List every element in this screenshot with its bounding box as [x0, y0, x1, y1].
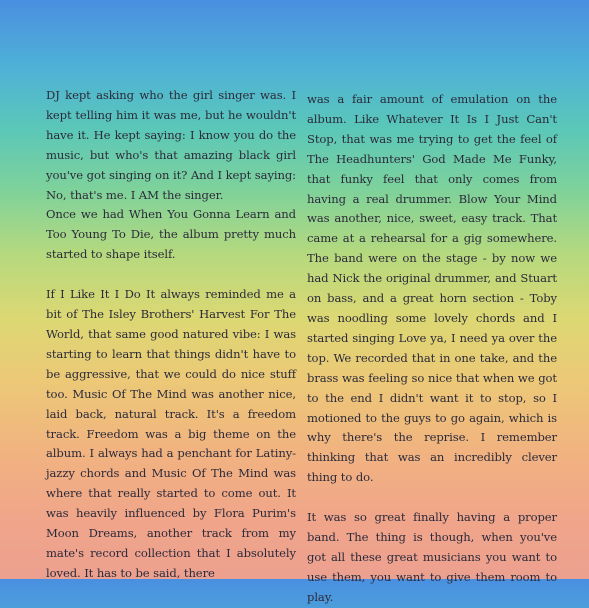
paragraph-gap [46, 265, 296, 285]
paragraph-dj-singer: DJ kept asking who the girl singer was. I kept telling him it was me, but he wouldn't have it. He kept saying: I know you do the music, but who's that amazing black girl you've got singing on it? And I kept saying: No, that's me. I AM the singer. [46, 88, 296, 202]
paragraph-gap [307, 488, 557, 508]
right-text-column [307, 90, 557, 608]
left-text-column [46, 86, 296, 584]
paragraph-proper-band: It was so great finally having a proper band. The thing is though, when you've got all these great musicians you want to use them, you want to give them room to play. [307, 510, 557, 604]
paragraph-album-shape: Once we had When You Gonna Learn and Too Young To Die, the album pretty much started to shape itself. [46, 207, 296, 262]
paragraph-if-i-like-it: If I Like It I Do It always reminded me a bit of The Isley Brothers' Harvest For The World, that same good natured vibe: I was starting to learn that things didn't have to be aggressive, that we could do nice stuff too. Music Of The Mind was another nice, laid back, natural track. It's a freedom track. Freedom was a big theme on the album. I always had a penchant for Latiny-jazzy chords and Music Of The Mind was where that really started to come out. It was heavily influenced by Flora Purim's Moon Dreams, another track from my mate's record collection that I absolutely loved. It has to be said, there [46, 287, 296, 580]
paragraph-emulation: was a fair amount of emulation on the album. Like Whatever It Is I Just Can't Stop, that was me trying to get the feel of The Headhunters' God Made Me Funky, that funky feel that only comes from having a real drummer. Blow Your Mind was another, nice, sweet, easy track. That came at a rehearsal for a gig somewhere. The band were on the stage - by now we had Nick the original drummer, and Stuart on bass, and a great horn section - Toby was noodling some lovely chords and I started singing Love ya, I need ya over the top. We recorded that in one take, and the brass was feeling so nice that when we got to the end I didn't want it to stop, so I motioned to the guys to go again, which is why there's the reprise. I remember thinking that was an incredibly clever thing to do. [307, 92, 557, 485]
